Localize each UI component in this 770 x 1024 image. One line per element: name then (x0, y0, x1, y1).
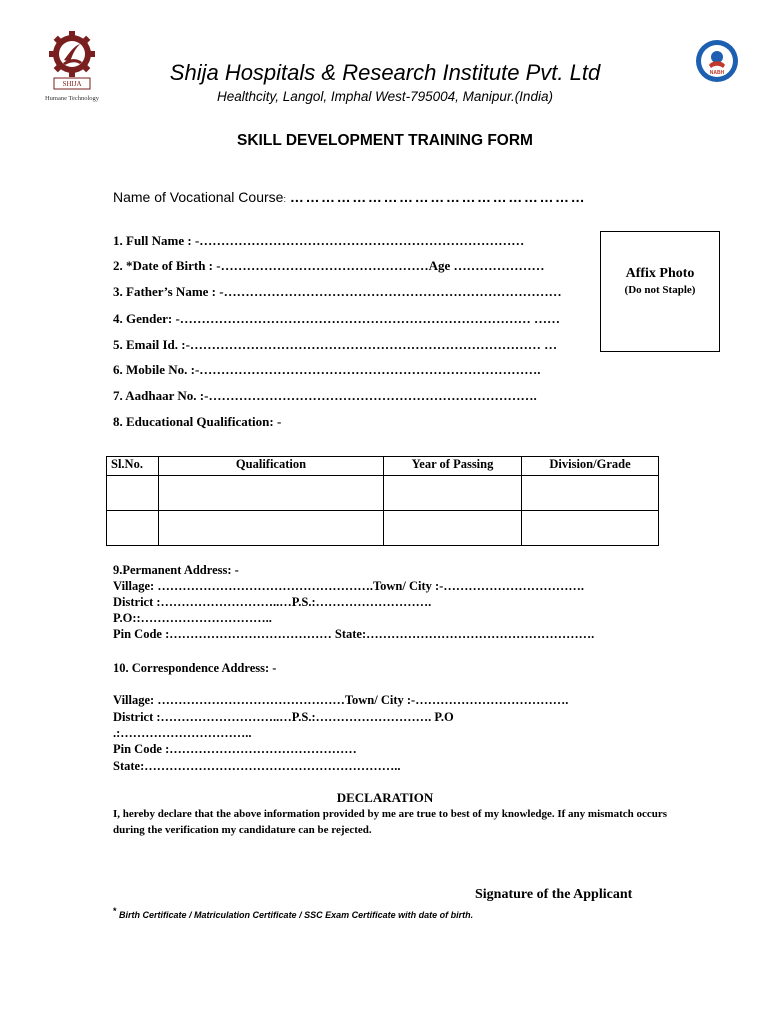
correspondence-pin-field[interactable]: Pin Code :……………………………………… (113, 742, 357, 756)
correspondence-district-field[interactable]: District :………………………..…P.S.:………………………. P.O (113, 710, 454, 724)
form-title: SKILL DEVELOPMENT TRAINING FORM (237, 132, 533, 149)
permanent-po-field[interactable]: P.O::………………………….. (113, 611, 272, 625)
mobile-field[interactable]: 6. Mobile No. :-……………………………………………………………………. (113, 362, 541, 377)
table-cell[interactable] (107, 511, 159, 546)
table-cell[interactable] (159, 511, 384, 546)
organization-address: Healthcity, Langol, Imphal West-795004, Manipur.(India) (217, 89, 553, 104)
column-header-sl-no: Sl.No. (107, 457, 159, 476)
gender-field[interactable]: 4. Gender: -……………………………………………………………………… …… (113, 311, 561, 326)
photo-box-title: Affix Photo (625, 266, 695, 281)
full-name-field[interactable]: 1. Full Name : -………………………………………………………………… (113, 233, 525, 248)
table-cell[interactable] (107, 476, 159, 511)
svg-text:NABH: NABH (709, 70, 725, 76)
column-header-qualification: Qualification (159, 457, 384, 476)
correspondence-village-field[interactable]: Village: ………………………………………Town/ City :-………………………………. (113, 693, 569, 707)
vocational-course-label: Name of Vocational Course (113, 189, 284, 205)
permanent-address-title: 9.Permanent Address: - (113, 563, 239, 577)
column-header-division-grade: Division/Grade (522, 457, 659, 476)
date-of-birth-field[interactable]: 2. *Date of Birth : -…………………………………………Age ………………… (113, 258, 545, 273)
svg-text:Humane Technology: Humane Technology (44, 95, 100, 102)
footnote (113, 906, 473, 920)
educational-qualification-label: 8. Educational Qualification: - (113, 414, 282, 429)
photo-box-note: (Do not Staple) (624, 284, 696, 296)
footnote-mark: * (113, 906, 117, 916)
applicant-signature-label[interactable]: Signature of the Applicant (475, 887, 633, 902)
correspondence-state-field[interactable]: State:…………………………………………………….. (113, 759, 401, 773)
aadhaar-field[interactable]: 7. Aadhaar No. :-…………………………………………………………………. (113, 388, 537, 403)
email-field[interactable]: 5. Email Id. :-……………………………………………………………………… … (113, 337, 558, 352)
vocational-course-blank[interactable]: ………………………………………………… (289, 189, 587, 205)
photo-box[interactable] (600, 231, 720, 352)
table-cell[interactable] (159, 476, 384, 511)
correspondence-address-title: 10. Correspondence Address: - (113, 661, 277, 675)
table-cell[interactable] (384, 476, 522, 511)
table-row (107, 476, 659, 511)
correspondence-po-field[interactable]: .:………………………….. (113, 726, 252, 740)
table-row (107, 511, 659, 546)
declaration-title: DECLARATION (336, 790, 434, 805)
vocational-course-field[interactable] (113, 189, 586, 205)
table-cell[interactable] (522, 476, 659, 511)
svg-text:SHIJA: SHIJA (62, 80, 82, 88)
organization-name: Shija Hospitals & Research Institute Pvt. Ltd (169, 60, 601, 85)
table-header-row (107, 457, 659, 476)
permanent-pin-state-field[interactable]: Pin Code :………………………………… State:………………………………………………. (113, 627, 595, 641)
fathers-name-field[interactable]: 3. Father’s Name : -…………………………………………………………………… (113, 284, 562, 299)
table-cell[interactable] (384, 511, 522, 546)
qualification-table (106, 456, 659, 546)
permanent-village-field[interactable]: Village: …………………………………………….Town/ City :-……………………………. (113, 579, 584, 593)
permanent-district-field[interactable]: District :………………………..…P.S.:………………………. (113, 595, 432, 609)
column-header-year-of-passing: Year of Passing (384, 457, 522, 476)
footnote-text: Birth Certificate / Matriculation Certificate / SSC Exam Certificate with date of birth. (119, 910, 474, 920)
declaration-text: I, hereby declare that the above information provided by me are true to best of my knowledge. If any mismatch occurs during the verification my candidature can be rejected. (113, 808, 668, 836)
vocational-course-colon: : (283, 194, 286, 204)
table-cell[interactable] (522, 511, 659, 546)
